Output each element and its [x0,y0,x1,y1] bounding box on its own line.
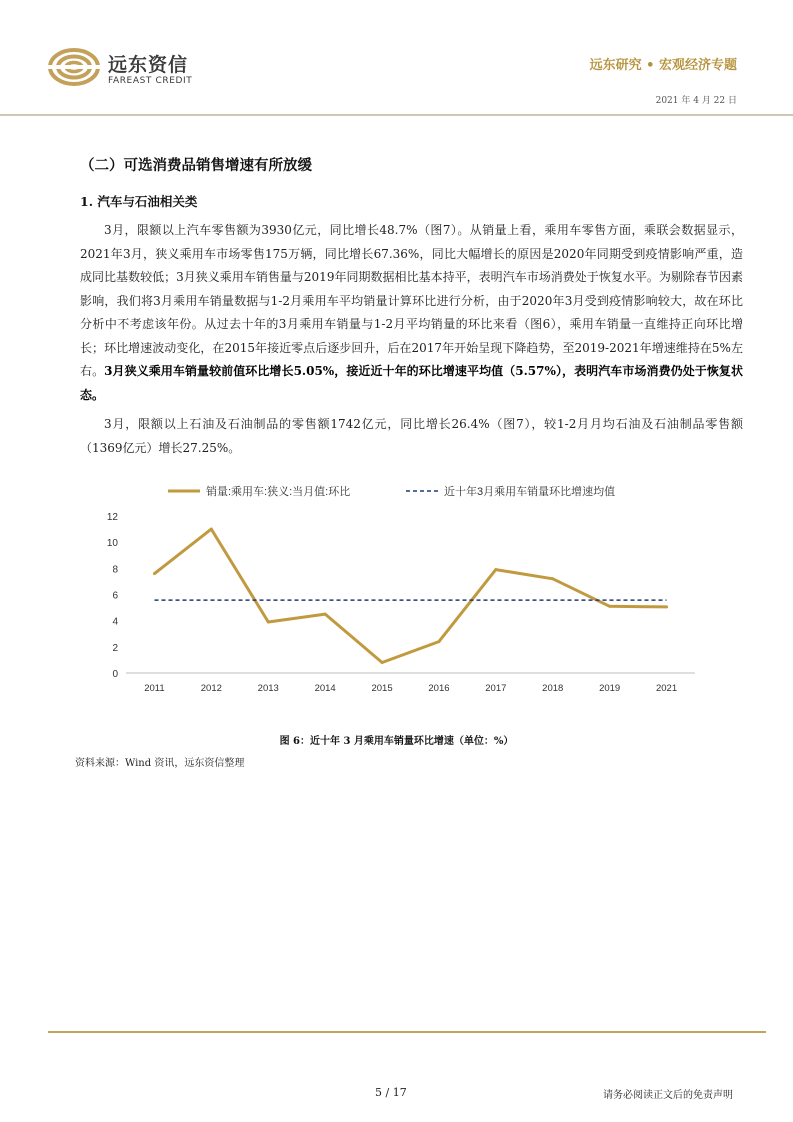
chart-legend [168,484,615,498]
x-tick-label: 2017 [485,683,507,694]
y-tick-label: 4 [112,616,118,628]
paragraph-auto-sales [80,219,743,407]
data-point [210,528,213,531]
x-tick-label: 2021 [655,683,678,694]
logo-english-name: FAREAST CREDIT [108,76,193,86]
fareast-logo-icon [48,46,100,88]
subsection-title: 1. 汽车与石油相关类 [80,194,198,209]
paragraph-bold-conclusion: 3月狭义乘用车销量较前值环比增长5.05%，接近近十年的环比增速平均值（5.57%），表明汽车市场消费仍处于恢复状态。 [80,364,743,402]
x-tick-label: 2015 [371,683,393,694]
data-point [381,661,384,664]
y-tick-label: 8 [112,564,118,576]
series-line-0 [155,529,667,662]
legend-label-series-0: 销量:乘用车:狭义:当月值:环比 [206,486,351,498]
data-point [665,605,668,608]
y-tick-label: 6 [112,590,118,602]
section-title: （二）可选消费品销售增速有所放缓 [80,157,312,174]
figure-caption: 图 6：近十年 3 月乘用车销量环比增速（单位：%） [279,736,514,747]
x-tick-label: 2013 [257,683,279,694]
data-source: 资料来源：Wind 资讯，远东资信整理 [75,758,245,769]
report-series: 远东研究 • 宏观经济专题 [589,58,737,73]
y-tick-label: 10 [106,538,118,550]
page-number: 5 / 17 [375,1086,407,1099]
x-tick-label: 2019 [599,683,621,694]
page-header [0,0,793,115]
data-point [551,577,554,580]
footer-divider [48,1031,766,1033]
legend-label-series-1: 近十年3月乘用车销量环比增速均值 [444,486,616,498]
line-chart [100,478,700,698]
data-point [608,605,611,608]
paragraph-oil-sales: 3月，限额以上石油及石油制品的零售额1742亿元，同比增长26.4%（图7），较1-2月月均石油及石油制品零售额（1369亿元）增长27.25%。 [80,417,743,455]
data-point [324,613,327,616]
x-tick-label: 2011 [144,683,165,694]
x-tick-label: 2018 [542,683,564,694]
y-tick-label: 2 [112,642,118,654]
chart-plot-area [153,528,668,664]
y-tick-label: 12 [106,512,118,523]
data-point [153,572,156,575]
x-tick-label: 2012 [200,683,222,694]
x-tick-label: 2014 [314,683,336,694]
paragraph-text: 3月，限额以上汽车零售额为3930亿元，同比增长48.7%（图7）。从销量上看，乘用车零售方面，乘联会数据显示，2021年3月，狭义乘用车市场零售175万辆，同比增长67.36%，同比大幅增长的原因是2020年同期受到疫情影响严重，造成同比基数较低；3月狭义乘用车销售量与2019年同期数据相比基本持平，表明汽车市场消费处于恢复水平。为剔除春节因素影响，我们将3月乘用车销量数据与1-2月乘用车平均销量计算环比进行分析，由于2020年3月受到疫情影响较大，故在环比分析中不考虑该年份。从过去十年的3月乘用车销量与1-2月平均销量的环比来看（图6），乘用车销量一直维持正向环比增长；环比增速波动变化，在2015年接近零点后逐步回升，后在2017年开始呈现下降趋势，至2019-2021年增速维持在5%左右。 [80,223,743,378]
header-divider [0,114,793,116]
footer-disclaimer: 请务必阅读正文后的免责声明 [603,1090,733,1101]
x-tick-label: 2016 [428,683,450,694]
y-tick-label: 0 [112,669,118,680]
data-point [267,620,270,623]
report-date: 2021 年 4 月 22 日 [655,96,737,106]
data-point [437,640,440,643]
chart-axes [107,512,695,694]
logo-chinese-name: 远东资信 [108,54,189,76]
data-point [494,568,497,571]
